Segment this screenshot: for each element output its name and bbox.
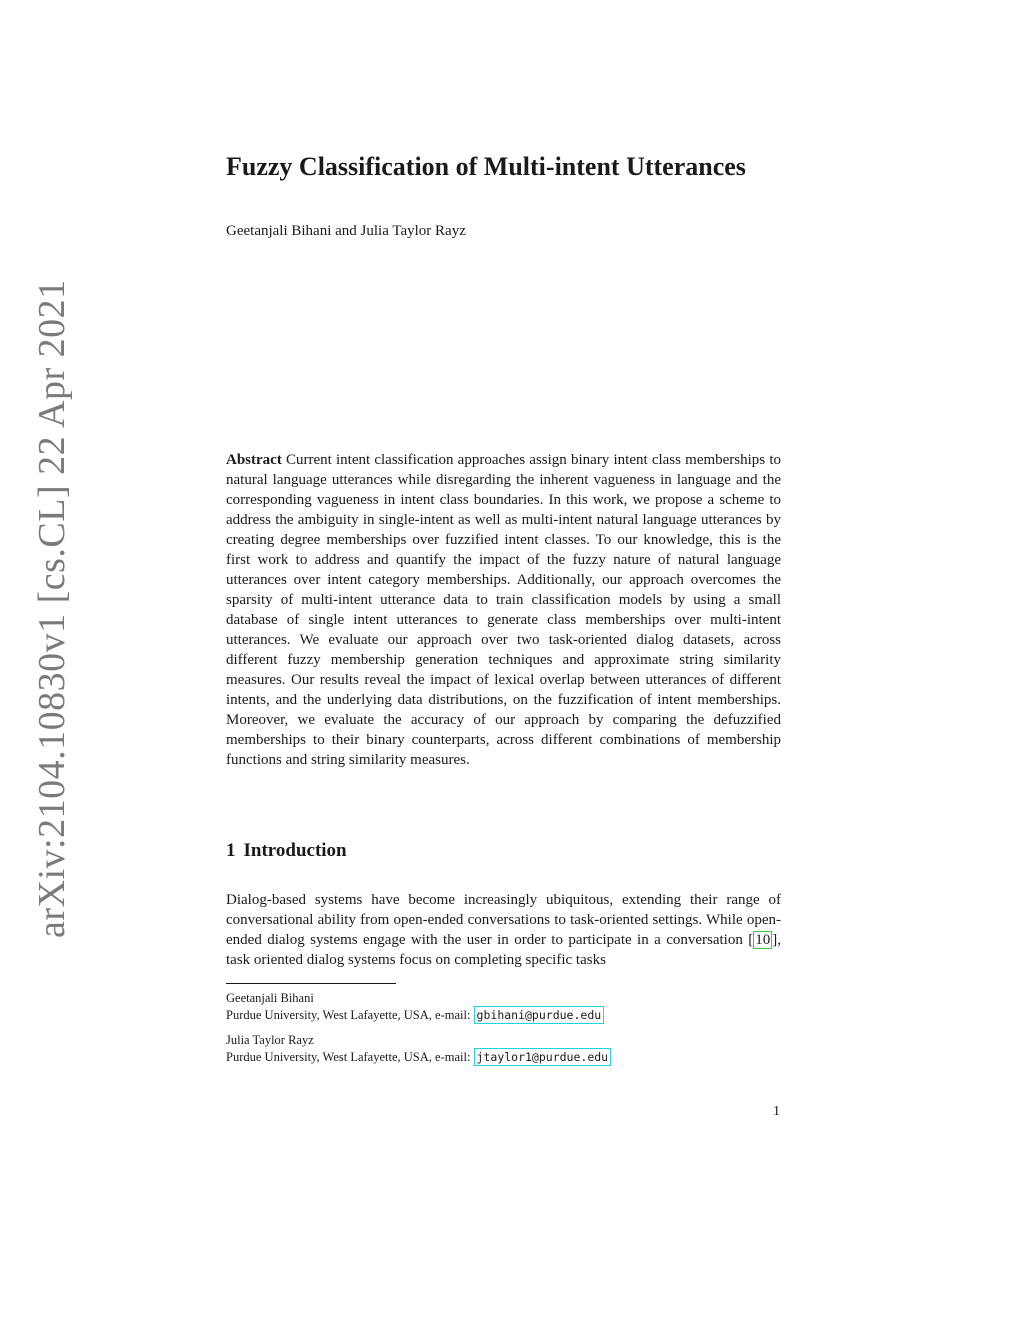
section-title: Introduction (243, 840, 347, 861)
footnote-affiliation-text: Purdue University, West Lafayette, USA, e-mail: (226, 1050, 474, 1064)
intro-text-before: Dialog-based systems have become increasingly ubiquitous, extending their range of conversational ability from open-ended conversations to task-oriented settings. While open-ended dialog systems engage with the user in order to participate in a conversation (226, 892, 781, 948)
footnote-affiliation-text: Purdue University, West Lafayette, USA, e-mail: (226, 1008, 474, 1022)
intro-text-after: , task oriented dialog systems focus on completing specific tasks (226, 932, 781, 968)
abstract-label: Abstract (226, 452, 282, 468)
page-number: 1 (773, 1104, 780, 1119)
footnote-affiliation (226, 1007, 786, 1024)
abstract-text: Current intent classification approaches assign binary intent class memberships to natural language utterances while disregarding the inherent vagueness in language and the corresponding vagueness in intent class boundaries. In this work, we propose a scheme to address the ambiguity in single-intent as well as multi-intent natural language utterances by creating degree memberships over fuzzified intent classes. To our knowledge, this is the first work to address and quantify the impact of the fuzzy nature of natural language utterances over intent category memberships. Additionally, our approach overcomes the sparsity of multi-intent utterance data to train classification models by using a small database of single intent utterances to generate class memberships over multi-intent utterances. We evaluate our approach over two task-oriented dialog datasets, across different fuzzy membership generation techniques and approximate string similarity measures. Our results reveal the impact of lexical overlap between utterances of different intents, and the underlying data distributions, on the fuzzification of intent memberships. Moreover, we evaluate the accuracy of our approach by comparing the defuzzified memberships to their binary counterparts, across different combinations of membership functions and string similarity measures. (226, 452, 781, 768)
abstract (226, 450, 781, 770)
section-number: 1 (226, 840, 236, 861)
arxiv-identifier: arXiv:2104.10830v1 [cs.CL] 22 Apr 2021 (31, 279, 73, 938)
section-heading-introduction (226, 840, 347, 862)
footnote-author-name: Geetanjali Bihani (226, 991, 314, 1005)
paper-title: Fuzzy Classification of Multi-intent Utterances (226, 152, 746, 181)
footnote-affiliation (226, 1049, 786, 1066)
introduction-paragraph: Dialog-based systems have become increasingly ubiquitous, extending their range of conversational ability from open-ended conversations to task-oriented settings. While open-ended dialog systems engage with the user in order to participate in a conversation [ 10 ], task oriented dialog systems focus on completing specific tasks (226, 892, 781, 968)
footnote-divider (226, 983, 396, 984)
footnote-author-1 (226, 990, 786, 1024)
arxiv-stamp (0, 0, 73, 938)
email-link[interactable]: gbihani@purdue.edu (474, 1006, 605, 1024)
footnote-author-name: Julia Taylor Rayz (226, 1033, 314, 1047)
paper-authors: Geetanjali Bihani and Julia Taylor Rayz (226, 223, 466, 239)
footnote-author-2 (226, 1032, 786, 1066)
email-link[interactable]: jtaylor1@purdue.edu (474, 1048, 612, 1066)
citation-link[interactable]: 10 (755, 932, 771, 948)
